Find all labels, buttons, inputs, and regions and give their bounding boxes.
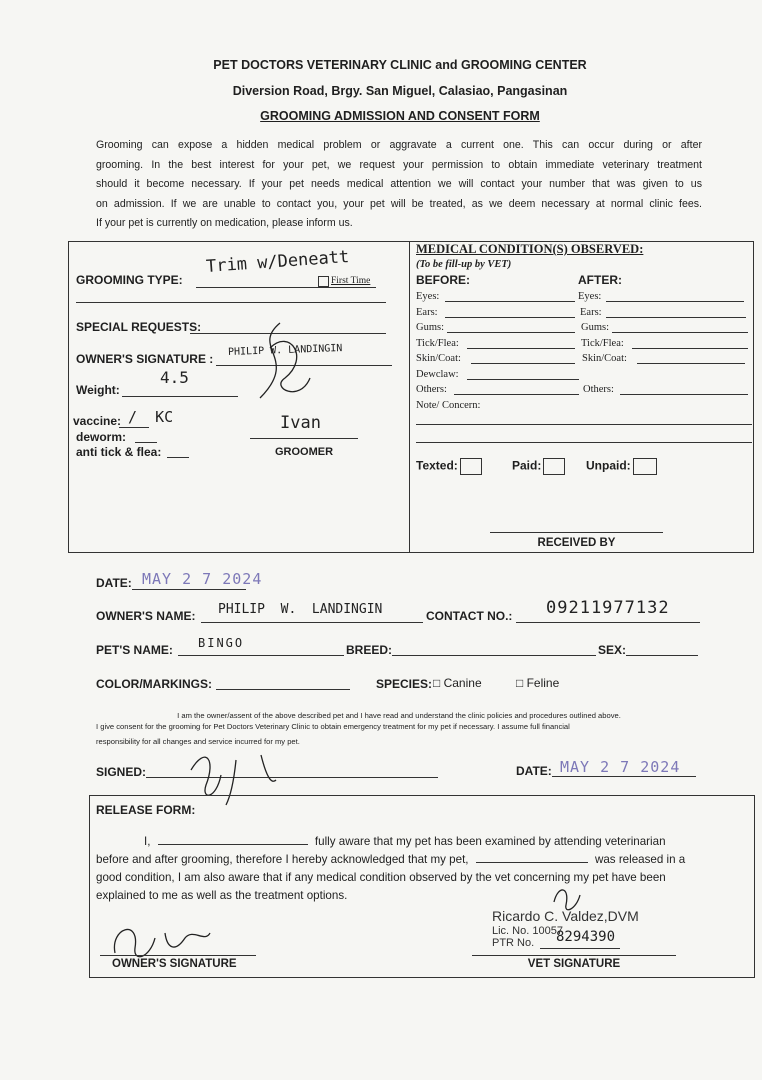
after-skin: Skin/Coat: bbox=[582, 353, 627, 364]
deworm-line bbox=[135, 442, 157, 443]
form-title: GROOMING ADMISSION AND CONSENT FORM bbox=[260, 109, 540, 123]
signed-date-label: DATE: bbox=[516, 764, 552, 778]
medical-subtitle: (To be fill-up by VET) bbox=[416, 259, 512, 270]
unpaid-label: Unpaid: bbox=[586, 458, 631, 473]
release-line-1a: I, bbox=[144, 835, 151, 848]
grooming-box bbox=[68, 241, 754, 553]
before-eyes-line bbox=[445, 301, 575, 302]
paid-field bbox=[512, 458, 565, 475]
date-label: DATE: bbox=[96, 576, 132, 590]
release-line-2a: before and after grooming, therefore I hereby acknowledged that my pet, bbox=[96, 853, 469, 866]
release-owner-line bbox=[100, 955, 256, 956]
weight-label: Weight: bbox=[76, 383, 120, 397]
deworm-label: deworm: bbox=[76, 430, 127, 444]
intro-line: grooming. In the best interest for your pet, we request your permission to obtain immediate veterinary treatment bbox=[96, 158, 702, 171]
intro-line: should it become necessary. If your pet needs medical attention we will contact your number that was given to us bbox=[96, 178, 702, 190]
canine-label: Canine bbox=[443, 676, 482, 690]
after-tick-line bbox=[632, 348, 748, 349]
before-dewclaw-line bbox=[467, 379, 579, 380]
antitick-label: anti tick & flea: bbox=[76, 445, 162, 459]
release-line-1 bbox=[96, 835, 750, 848]
groomer-line bbox=[250, 438, 358, 439]
after-skin-line bbox=[637, 363, 745, 364]
release-owner-signature-label: OWNER'S SIGNATURE bbox=[112, 958, 237, 970]
after-label: AFTER: bbox=[578, 273, 622, 287]
owner-name-value[interactable]: PHILIP W. LANDINGIN bbox=[218, 602, 383, 617]
before-ears-line bbox=[445, 317, 575, 318]
feline-option[interactable]: □ Feline bbox=[516, 676, 560, 690]
received-by-label: RECEIVED BY bbox=[537, 537, 616, 549]
after-others: Others: bbox=[583, 384, 614, 395]
signed-date-stamp[interactable]: MAY 2 7 2024 bbox=[560, 758, 681, 776]
first-time-label: First Time bbox=[331, 276, 371, 286]
date-stamp[interactable]: MAY 2 7 2024 bbox=[142, 570, 263, 588]
vet-license: Lic. No. 10057 bbox=[492, 925, 563, 937]
after-eyes-line bbox=[606, 301, 744, 302]
medical-title: MEDICAL CONDITION(S) OBSERVED: bbox=[416, 242, 644, 256]
unpaid-field bbox=[586, 458, 657, 475]
vet-signature-label: VET SIGNATURE bbox=[527, 958, 621, 970]
release-title: RELEASE FORM: bbox=[96, 803, 196, 817]
release-line-2b: was released in a bbox=[594, 853, 686, 866]
after-ears: Ears: bbox=[580, 307, 602, 318]
after-eyes: Eyes: bbox=[578, 291, 602, 302]
before-skin: Skin/Coat: bbox=[416, 353, 461, 364]
owner-name-line bbox=[201, 622, 423, 623]
consent-line-2: I give consent for the grooming for Pet Doctors Veterinary Clinic to obtain emergency treatment for my pet if necessary. I assume full financial bbox=[96, 722, 570, 731]
texted-checkbox[interactable] bbox=[460, 458, 482, 475]
breed-line bbox=[392, 655, 596, 656]
first-time-checkbox[interactable] bbox=[318, 276, 329, 287]
contact-line bbox=[516, 622, 700, 623]
grooming-type-line-2 bbox=[76, 302, 386, 303]
release-line-2 bbox=[96, 853, 750, 866]
sex-label: SEX: bbox=[598, 643, 627, 657]
color-line bbox=[216, 689, 350, 690]
weight-line bbox=[122, 396, 238, 397]
grooming-type-label: GROOMING TYPE: bbox=[76, 273, 183, 287]
release-line-3: good condition, I am also aware that if any medical condition observed by the vet concerning my pet have been bbox=[96, 871, 666, 884]
grooming-type-line bbox=[196, 287, 376, 288]
vet-ptr-value: 8294390 bbox=[556, 929, 616, 945]
after-gums-line bbox=[612, 332, 748, 333]
texted-label: Texted: bbox=[416, 458, 458, 473]
contact-label: CONTACT NO.: bbox=[426, 609, 513, 623]
signed-label: SIGNED: bbox=[96, 765, 147, 779]
before-gums-line bbox=[447, 332, 575, 333]
weight-value[interactable]: 4.5 bbox=[160, 368, 189, 387]
special-requests-label: SPECIAL REQUESTS: bbox=[76, 320, 202, 334]
before-tick: Tick/Flea: bbox=[416, 338, 459, 349]
received-by-line bbox=[490, 532, 663, 533]
release-line-1b: fully aware that my pet has been examined by attending veterinarian bbox=[314, 835, 666, 848]
groomer-label: GROOMER bbox=[274, 446, 334, 458]
vaccine-line bbox=[119, 427, 149, 428]
signed-date-line bbox=[552, 776, 696, 777]
antitick-line bbox=[167, 457, 189, 458]
contact-value[interactable]: 09211977132 bbox=[546, 598, 670, 618]
unpaid-checkbox[interactable] bbox=[633, 458, 657, 475]
before-gums: Gums: bbox=[416, 322, 445, 333]
consent-line-3: responsibility for all changes and service incurred for my pet. bbox=[96, 737, 300, 746]
before-skin-line bbox=[471, 363, 575, 364]
note-line-2 bbox=[416, 442, 752, 443]
after-tick: Tick/Flea: bbox=[581, 338, 624, 349]
release-owner-blank[interactable] bbox=[158, 844, 308, 845]
color-label: COLOR/MARKINGS: bbox=[96, 677, 212, 691]
owner-signature-label: OWNER'S SIGNATURE : bbox=[76, 352, 214, 366]
after-ears-line bbox=[606, 317, 746, 318]
after-gums: Gums: bbox=[581, 322, 610, 333]
vet-ptr-line bbox=[540, 948, 620, 949]
sex-line bbox=[626, 655, 698, 656]
pet-name-value[interactable]: BINGO bbox=[198, 636, 245, 650]
vet-ptr-label: PTR No. bbox=[492, 937, 535, 949]
consent-line-1: I am the owner/assent of the above described pet and I have read and understand the clinic policies and procedures outlined above. bbox=[177, 711, 621, 720]
before-tick-line bbox=[467, 348, 575, 349]
species-label: SPECIES: bbox=[376, 677, 433, 691]
before-ears: Ears: bbox=[416, 307, 438, 318]
intro-line: Grooming can expose a hidden medical problem or aggravate a current one. This can occur during or after bbox=[96, 139, 702, 151]
clinic-address: Diversion Road, Brgy. San Miguel, Calasiao, Pangasinan bbox=[232, 84, 568, 98]
intro-line: If your pet is currently on medication, please inform us. bbox=[96, 217, 353, 229]
owner-name-label: OWNER'S NAME: bbox=[96, 609, 196, 623]
grooming-type-value[interactable]: Trim w/Deneatt bbox=[205, 247, 350, 277]
owner-signature-scribble bbox=[240, 318, 330, 408]
note-line-1 bbox=[416, 424, 752, 425]
release-pet-blank[interactable] bbox=[476, 862, 588, 863]
groomer-value[interactable]: Ivan bbox=[280, 413, 321, 433]
breed-label: BREED: bbox=[346, 643, 393, 657]
vet-signature-line bbox=[472, 955, 676, 956]
after-others-line bbox=[620, 394, 748, 395]
pet-name-line bbox=[178, 655, 344, 656]
owner-signature-value[interactable]: PHILIP W. LANDINGIN bbox=[227, 343, 343, 358]
before-others: Others: bbox=[416, 384, 447, 395]
feline-label: Feline bbox=[526, 676, 560, 690]
intro-paragraph bbox=[96, 136, 702, 234]
vaccine-value[interactable]: / KC bbox=[128, 408, 174, 426]
intro-line: on admission. If we are unable to contact you, your pet will be treated, as we deem necessary at normal clinic fees. bbox=[96, 197, 702, 210]
vet-name: Ricardo C. Valdez,DVM bbox=[492, 908, 639, 924]
before-eyes: Eyes: bbox=[416, 291, 440, 302]
paid-label: Paid: bbox=[512, 458, 542, 473]
box-divider bbox=[409, 241, 410, 553]
pet-name-label: PET'S NAME: bbox=[96, 643, 173, 657]
before-label: BEFORE: bbox=[416, 273, 470, 287]
paid-checkbox[interactable] bbox=[543, 458, 565, 475]
texted-field bbox=[416, 458, 482, 475]
before-others-line bbox=[454, 394, 579, 395]
canine-option[interactable]: □ Canine bbox=[433, 676, 482, 690]
date-line bbox=[132, 589, 246, 590]
before-dewclaw: Dewclaw: bbox=[416, 369, 459, 380]
note-label: Note/ Concern: bbox=[416, 400, 481, 411]
release-line-4: explained to me as well as the treatment options. bbox=[96, 889, 348, 902]
vaccine-label: vaccine: bbox=[73, 414, 122, 428]
clinic-name: PET DOCTORS VETERINARY CLINIC and GROOMING CENTER bbox=[213, 58, 587, 72]
